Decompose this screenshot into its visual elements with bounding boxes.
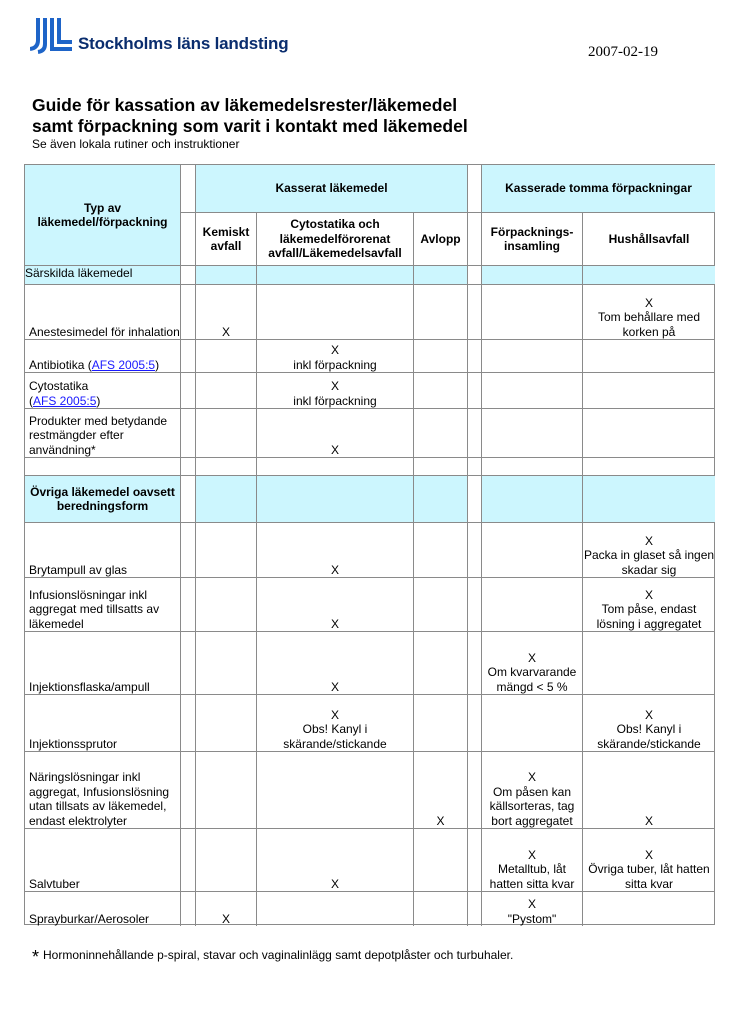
empty-cell [468,340,482,373]
mark-hh [583,752,715,829]
row-label-text: Anestesimedel för inhalation [29,324,180,339]
empty-cell [257,752,414,829]
empty-cell [482,578,583,632]
mark-hh-text: X [644,813,653,828]
row-label [25,632,181,695]
col-packcollect [482,213,583,266]
row-label-text: Salvtuber [29,876,80,891]
page-title [32,95,468,137]
row-label-suffix: ) [155,357,160,372]
row-label-text: Injektionssprutor [29,736,118,751]
mark-cyto-text: X [330,442,339,457]
header-gap [181,165,196,213]
mark-cyto-text: X inkl förpackning [293,379,377,408]
mark-hh [583,695,715,752]
empty-cell [468,578,482,632]
row-label [25,752,181,829]
empty-cell [196,340,257,373]
header-gap [468,213,482,266]
mark-drain [414,752,468,829]
row-label [25,523,181,578]
header-empty-packs [482,165,715,213]
logo-mark-icon [30,18,74,54]
mark-cyto [257,523,414,578]
mark-hh-text: X Tom påse, endast lösning i aggregatet [596,587,702,631]
empty-cell [414,523,468,578]
mark-pc-text: X Metalltub, låt hatten sitta kvar [489,847,575,891]
col-packcollect-text: Förpacknings-insamling [490,224,574,253]
header-gap [468,165,482,213]
section-heading [25,476,181,523]
section-cell [196,266,257,285]
org-name: Stockholms läns landsting [78,34,289,53]
mark-hh-text: X Tom behållare med korken på [597,295,701,339]
mark-pc [482,829,583,892]
row-label-suffix: ) [96,393,101,408]
row-label [25,578,181,632]
mark-chem [196,892,257,926]
empty-cell [181,752,196,829]
empty-cell [468,752,482,829]
empty-cell [196,409,257,458]
blank-cell [181,458,196,476]
afs-link[interactable]: AFS 2005:5 [91,357,156,372]
empty-cell [196,632,257,695]
section-cell [482,476,583,523]
row-label [25,340,181,373]
empty-cell [196,373,257,409]
empty-cell [583,340,715,373]
mark-cyto [257,632,414,695]
mark-hh-text: X Övriga tuber, låt hatten sitta kvar [588,847,710,891]
blank-cell [468,458,482,476]
mark-pc-text: X Om kvarvarande mängd < 5 % [487,650,577,694]
col-drain-text: Avlopp [420,231,461,246]
section-heading-text: Övriga läkemedel oavsett beredningsform [30,484,175,513]
empty-cell [181,695,196,752]
empty-cell [414,829,468,892]
mark-drain-text: X [436,813,445,828]
col-cyto [257,213,414,266]
mark-cyto-text: X [330,562,339,577]
page-subtitle: Se även lokala rutiner och instruktioner [32,137,240,151]
col-cyto-text: Cytostatika och läkemedelförorenat avfall/Läkemedelsavfall [268,217,402,261]
empty-cell [196,523,257,578]
footnote-text: Hormoninnehållande p-spiral, stavar och vaginalinlägg samt depotplåster och turbuhaler. [43,948,514,962]
empty-cell [414,892,468,926]
empty-cell [482,409,583,458]
section-cell [468,266,482,285]
col-household [583,213,715,266]
row-label [25,892,181,926]
mark-hh [583,829,715,892]
header-empty-packs-text: Kasserade tomma förpackningar [505,181,692,196]
row-label-prefix: Cytostatika ( [29,379,89,408]
blank-cell [25,458,181,476]
empty-cell [414,373,468,409]
empty-cell [468,632,482,695]
empty-cell [468,409,482,458]
blank-cell [414,458,468,476]
mark-chem [196,285,257,340]
row-label-text: Infusionslösningar inkl aggregat med tillsatts av läkemedel [29,587,160,631]
empty-cell [181,373,196,409]
row-label [25,829,181,892]
row-label-text [29,379,100,408]
mark-pc-text: X Om påsen kan källsorteras, tag bort aggregatet [489,770,575,828]
mark-hh [583,285,715,340]
section-cell [468,476,482,523]
row-label [25,409,181,458]
mark-chem-text: X [221,324,230,339]
logo [30,18,320,58]
section-cell [414,266,468,285]
section-cell [583,266,715,285]
empty-cell [583,632,715,695]
mark-cyto [257,340,414,373]
empty-cell [468,892,482,926]
empty-cell [482,523,583,578]
empty-cell [583,892,715,926]
empty-cell [257,892,414,926]
col-chemical [196,213,257,266]
empty-cell [468,695,482,752]
header-type-text: Typ av läkemedel/förpackning [37,200,168,229]
mark-hh [583,523,715,578]
title-line-2: samt förpackning som varit i kontakt med läkemedel [32,116,468,136]
blank-cell [196,458,257,476]
section-cell [257,266,414,285]
mark-pc-text: X "Pystom" [507,897,557,926]
empty-cell [181,340,196,373]
empty-cell [583,409,715,458]
empty-cell [196,752,257,829]
empty-cell [468,523,482,578]
afs-link[interactable]: AFS 2005:5 [33,393,97,408]
empty-cell [181,578,196,632]
row-label-text: Sprayburkar/Aerosoler [29,911,150,926]
header-discarded [196,165,468,213]
row-label-text: Produkter med betydande restmängder efter användning* [29,413,168,457]
mark-cyto [257,695,414,752]
empty-cell [482,285,583,340]
mark-hh-text: X Packa in glaset så ingen skadar sig [583,533,715,577]
mark-cyto-text: X [330,679,339,694]
row-label [25,285,181,340]
empty-cell [414,285,468,340]
empty-cell [181,409,196,458]
header-type [25,165,181,266]
empty-cell [482,373,583,409]
row-label [25,695,181,752]
empty-cell [414,409,468,458]
empty-cell [414,632,468,695]
footnote [32,947,513,968]
empty-cell [482,340,583,373]
empty-cell [196,829,257,892]
mark-pc [482,892,583,926]
mark-chem-text: X [221,911,230,926]
section-heading [25,266,181,285]
empty-cell [468,285,482,340]
col-chemical-text: Kemiskt avfall [202,224,250,253]
section-heading-text: Särskilda läkemedel [25,266,133,280]
row-label-text [29,358,159,373]
mark-pc [482,752,583,829]
header-gap [181,213,196,266]
blank-cell [482,458,583,476]
empty-cell [583,373,715,409]
section-cell [257,476,414,523]
title-line-1: Guide för kassation av läkemedelsrester/läkemedel [32,95,458,115]
empty-cell [181,632,196,695]
footnote-star: * [32,947,40,967]
empty-cell [468,829,482,892]
col-household-text: Hushållsavfall [608,231,690,246]
empty-cell [482,695,583,752]
section-cell [196,476,257,523]
empty-cell [181,829,196,892]
section-cell [181,476,196,523]
mark-cyto [257,373,414,409]
empty-cell [181,285,196,340]
empty-cell [414,695,468,752]
empty-cell [196,578,257,632]
mark-cyto-text: X [330,876,339,891]
disposal-table [24,164,715,925]
col-drain [414,213,468,266]
empty-cell [181,892,196,926]
mark-cyto-text: X Obs! Kanyl i skärande/stickande [283,707,387,751]
empty-cell [468,373,482,409]
mark-cyto-text: X [330,616,339,631]
mark-hh [583,578,715,632]
document-date: 2007-02-19 [588,44,658,60]
mark-cyto [257,578,414,632]
row-label-text: Injektionsflaska/ampull [29,679,150,694]
empty-cell [257,285,414,340]
mark-pc [482,632,583,695]
row-label-text: Näringslösningar inkl aggregat, Infusionslösning utan tillsats av läkemedel, endast elektrolyter [29,770,170,828]
row-label-text: Brytampull av glas [29,562,128,577]
empty-cell [196,695,257,752]
blank-cell [583,458,715,476]
header-discarded-text: Kasserat läkemedel [275,181,388,196]
mark-cyto [257,409,414,458]
mark-cyto [257,829,414,892]
blank-cell [257,458,414,476]
section-cell [482,266,583,285]
section-cell [414,476,468,523]
row-label-prefix: Antibiotika ( [29,357,92,372]
row-label [25,373,181,409]
section-cell [181,266,196,285]
section-cell [583,476,715,523]
empty-cell [414,578,468,632]
mark-cyto-text: X inkl förpackning [293,343,377,372]
empty-cell [414,340,468,373]
mark-hh-text: X Obs! Kanyl i skärande/stickande [597,707,701,751]
empty-cell [181,523,196,578]
